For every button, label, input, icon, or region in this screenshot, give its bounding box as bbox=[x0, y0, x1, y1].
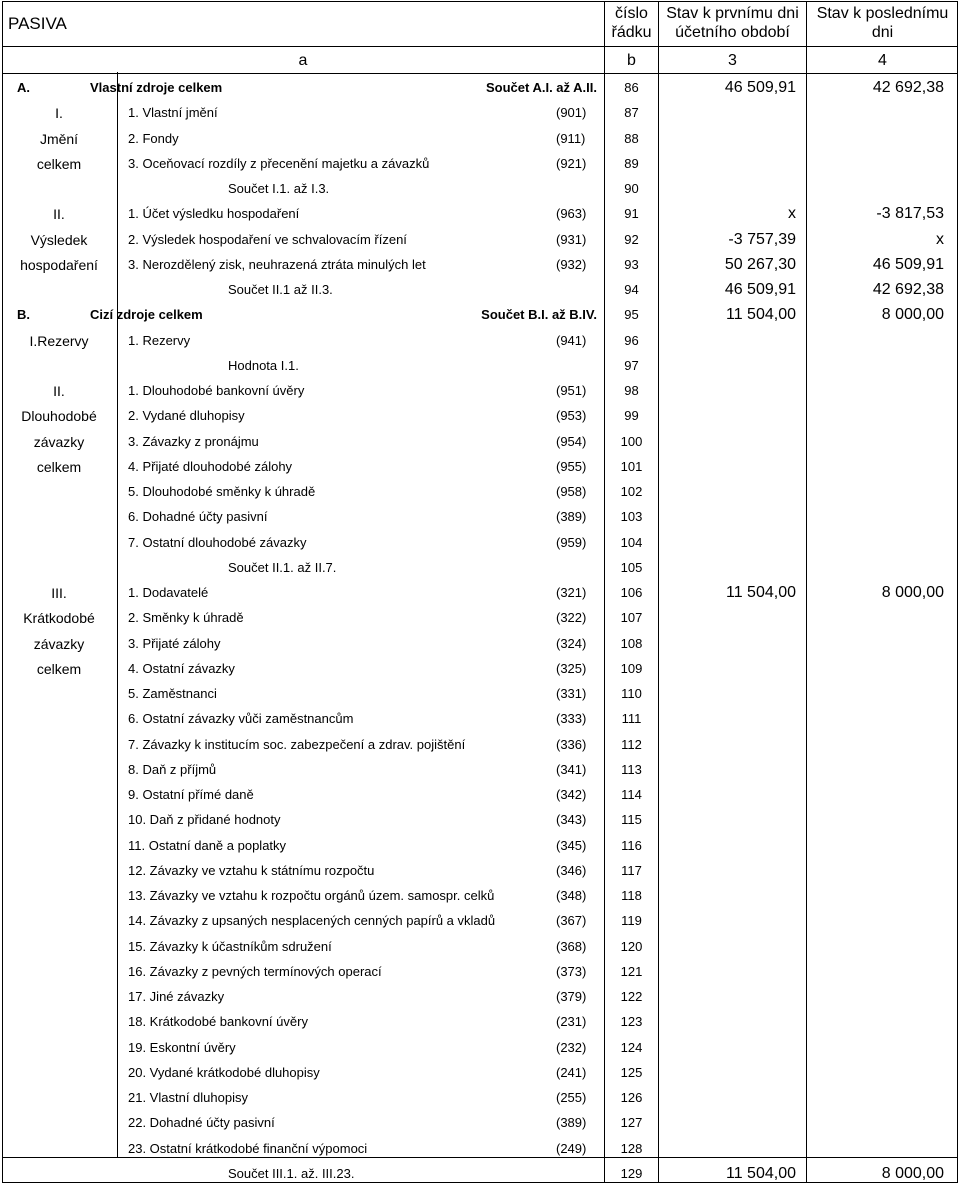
account-code: (373) bbox=[556, 964, 587, 979]
row-label: 20. Vydané krátkodobé dluhopisy bbox=[128, 1065, 320, 1080]
account-code: (921) bbox=[556, 156, 587, 171]
row-label: 2. Fondy bbox=[128, 131, 179, 146]
header-first-day-2: účetního období bbox=[675, 24, 790, 41]
section-letter: B. bbox=[17, 307, 30, 322]
row-label: 10. Daň z přidané hodnoty bbox=[128, 812, 281, 827]
account-code: (932) bbox=[556, 257, 587, 272]
group-label: Výsledek bbox=[30, 232, 88, 248]
section-sum-label: Součet B.I. až B.IV. bbox=[481, 307, 597, 322]
account-code: (955) bbox=[556, 459, 587, 474]
line-number: 102 bbox=[620, 484, 643, 499]
row-label: 12. Závazky ve vztahu k státnímu rozpočtu bbox=[128, 863, 375, 878]
row-label: 3. Nerozdělený zisk, neuhrazená ztráta minulých let bbox=[128, 257, 426, 272]
group-label: celkem bbox=[36, 661, 82, 677]
line-number: 110 bbox=[621, 686, 642, 701]
account-code: (959) bbox=[556, 535, 587, 550]
account-code: (336) bbox=[556, 737, 587, 752]
line-number: 123 bbox=[620, 1014, 643, 1029]
line-number: 122 bbox=[620, 989, 643, 1004]
account-code: (345) bbox=[556, 838, 587, 853]
account-code: (324) bbox=[556, 636, 587, 651]
account-code: (342) bbox=[556, 787, 587, 802]
group-label: hospodaření bbox=[20, 257, 98, 273]
line-number: 93 bbox=[624, 257, 639, 272]
account-code: (379) bbox=[556, 989, 587, 1004]
group-label: Krátkodobé bbox=[23, 610, 95, 626]
account-code: (911) bbox=[556, 131, 586, 146]
row-label: 15. Závazky k účastníkům sdružení bbox=[128, 939, 332, 954]
subtotal-label: Hodnota I.1. bbox=[228, 358, 299, 373]
subheader-b: b bbox=[627, 52, 636, 69]
row-label: 21. Vlastní dluhopisy bbox=[128, 1090, 248, 1105]
group-label: závazky bbox=[33, 434, 85, 450]
row-label: 19. Eskontní úvěry bbox=[128, 1040, 236, 1055]
value-first-day: 11 504,00 bbox=[726, 1165, 796, 1182]
row-label: 3. Závazky z pronájmu bbox=[128, 434, 259, 449]
group-label: I. bbox=[55, 105, 63, 121]
line-number: 113 bbox=[621, 762, 642, 777]
divider bbox=[2, 46, 958, 47]
account-code: (322) bbox=[556, 610, 587, 625]
line-number: 100 bbox=[620, 434, 643, 449]
header-first-day-1: Stav k prvnímu dni bbox=[666, 5, 799, 22]
subtotal-label: Součet III.1. až. III.23. bbox=[228, 1166, 355, 1181]
value-last-day: 8 000,00 bbox=[881, 306, 944, 323]
row-label: 4. Přijaté dlouhodobé zálohy bbox=[128, 459, 293, 474]
account-code: (321) bbox=[556, 585, 587, 600]
line-number: 107 bbox=[620, 610, 643, 625]
row-label: 11. Ostatní daně a poplatky bbox=[128, 838, 287, 853]
line-number: 112 bbox=[621, 737, 642, 752]
account-code: (231) bbox=[556, 1014, 587, 1029]
line-number: 92 bbox=[624, 232, 639, 247]
group-label: II. bbox=[53, 383, 65, 399]
row-label: 13. Závazky ve vztahu k rozpočtu orgánů územ. samospr. celků bbox=[128, 888, 495, 903]
line-number: 118 bbox=[621, 888, 642, 903]
account-code: (951) bbox=[556, 383, 587, 398]
line-number: 104 bbox=[620, 535, 643, 550]
subtotal-label: Součet II.1. až II.7. bbox=[228, 560, 337, 575]
page-title: PASIVA bbox=[8, 14, 67, 33]
value-last-day: 42 692,38 bbox=[872, 281, 944, 298]
account-code: (341) bbox=[556, 762, 587, 777]
line-number: 125 bbox=[620, 1065, 643, 1080]
line-number: 119 bbox=[621, 913, 642, 928]
row-label: 6. Dohadné účty pasivní bbox=[128, 509, 268, 524]
line-number: 101 bbox=[620, 459, 643, 474]
row-label: 5. Dlouhodobé směnky k úhradě bbox=[128, 484, 316, 499]
line-number: 89 bbox=[624, 156, 639, 171]
group-label: celkem bbox=[36, 459, 82, 475]
account-code: (931) bbox=[556, 232, 587, 247]
line-number: 91 bbox=[624, 206, 639, 221]
row-label: 8. Daň z příjmů bbox=[128, 762, 217, 777]
line-number: 95 bbox=[624, 307, 639, 322]
account-code: (249) bbox=[556, 1141, 587, 1156]
row-label: 22. Dohadné účty pasivní bbox=[128, 1115, 275, 1130]
divider bbox=[2, 73, 958, 74]
row-label: 7. Ostatní dlouhodobé závazky bbox=[128, 535, 307, 550]
value-last-day: -3 817,53 bbox=[876, 205, 944, 222]
value-first-day: -3 757,39 bbox=[728, 231, 796, 248]
header-line-number-1: číslo bbox=[615, 5, 648, 22]
group-label: II. bbox=[53, 206, 65, 222]
row-label: 1. Vlastní jmění bbox=[128, 105, 218, 120]
row-label: 1. Rezervy bbox=[128, 333, 191, 348]
section-title: Cizí zdroje celkem bbox=[90, 307, 203, 322]
account-code: (232) bbox=[556, 1040, 587, 1055]
row-label: 1. Účet výsledku hospodaření bbox=[128, 206, 300, 221]
value-first-day: x bbox=[788, 205, 796, 222]
line-number: 116 bbox=[621, 838, 642, 853]
line-number: 114 bbox=[621, 787, 642, 802]
line-number: 111 bbox=[621, 711, 642, 726]
account-code: (389) bbox=[556, 509, 587, 524]
row-label: 5. Zaměstnanci bbox=[128, 686, 217, 701]
value-last-day: 8 000,00 bbox=[881, 584, 944, 601]
subtotal-label: Součet I.1. až I.3. bbox=[228, 181, 330, 196]
line-number: 90 bbox=[624, 181, 639, 196]
row-label: 3. Oceňovací rozdíly z přecenění majetku a závazků bbox=[128, 156, 430, 171]
subheader-a: a bbox=[298, 52, 308, 69]
account-code: (389) bbox=[556, 1115, 587, 1130]
line-number: 121 bbox=[620, 964, 643, 979]
group-label: III. bbox=[51, 585, 67, 601]
line-number: 127 bbox=[620, 1115, 643, 1130]
line-number: 87 bbox=[624, 105, 639, 120]
line-number: 99 bbox=[624, 408, 639, 423]
value-last-day: x bbox=[936, 231, 944, 248]
account-code: (325) bbox=[556, 661, 587, 676]
value-first-day: 11 504,00 bbox=[726, 584, 796, 601]
value-last-day: 8 000,00 bbox=[881, 1165, 944, 1182]
row-label: 6. Ostatní závazky vůči zaměstnancům bbox=[128, 711, 354, 726]
line-number: 115 bbox=[621, 812, 642, 827]
line-number: 96 bbox=[624, 333, 639, 348]
section-title: Vlastní zdroje celkem bbox=[90, 80, 223, 95]
row-label: 4. Ostatní závazky bbox=[128, 661, 235, 676]
account-code: (901) bbox=[556, 105, 587, 120]
row-label: 16. Závazky z pevných termínových operací bbox=[128, 964, 382, 979]
group-label: I.Rezervy bbox=[29, 333, 89, 349]
row-label: 2. Směnky k úhradě bbox=[128, 610, 244, 625]
divider bbox=[2, 1157, 958, 1158]
subheader-4: 4 bbox=[878, 52, 887, 69]
value-first-day: 50 267,30 bbox=[724, 256, 796, 273]
row-label: 2. Výsledek hospodaření ve schvalovacím řízení bbox=[128, 232, 407, 247]
group-label: Dlouhodobé bbox=[21, 408, 97, 424]
group-label: závazky bbox=[33, 636, 85, 652]
account-code: (368) bbox=[556, 939, 587, 954]
line-number: 98 bbox=[624, 383, 639, 398]
account-code: (343) bbox=[556, 812, 587, 827]
divider bbox=[117, 72, 118, 1157]
line-number: 120 bbox=[620, 939, 643, 954]
row-label: 14. Závazky z upsaných nesplacených cenných papírů a vkladů bbox=[128, 913, 496, 928]
value-first-day: 11 504,00 bbox=[726, 306, 796, 323]
value-last-day: 46 509,91 bbox=[872, 256, 944, 273]
account-code: (953) bbox=[556, 408, 587, 423]
line-number: 129 bbox=[620, 1166, 643, 1181]
section-letter: A. bbox=[17, 80, 30, 95]
account-code: (331) bbox=[556, 686, 587, 701]
line-number: 126 bbox=[620, 1090, 643, 1105]
account-code: (954) bbox=[556, 434, 587, 449]
header-line-number-2: řádku bbox=[611, 24, 652, 41]
line-number: 108 bbox=[620, 636, 643, 651]
row-label: 1. Dodavatelé bbox=[128, 585, 209, 600]
value-last-day: 42 692,38 bbox=[872, 79, 944, 96]
group-label: celkem bbox=[36, 156, 82, 172]
header-last-day-1: Stav k poslednímu bbox=[816, 5, 949, 22]
row-label: 1. Dlouhodobé bankovní úvěry bbox=[128, 383, 305, 398]
account-code: (255) bbox=[556, 1090, 587, 1105]
line-number: 97 bbox=[624, 358, 639, 373]
line-number: 103 bbox=[620, 509, 643, 524]
value-first-day: 46 509,91 bbox=[724, 281, 796, 298]
account-code: (941) bbox=[556, 333, 587, 348]
row-label: 17. Jiné závazky bbox=[128, 989, 225, 1004]
subtotal-label: Součet II.1 až II.3. bbox=[228, 282, 333, 297]
account-code: (348) bbox=[556, 888, 587, 903]
row-label: 7. Závazky k institucím soc. zabezpečení a zdrav. pojištění bbox=[128, 737, 466, 752]
header-last-day-2: dni bbox=[871, 24, 894, 41]
line-number: 128 bbox=[620, 1141, 643, 1156]
row-label: 3. Přijaté zálohy bbox=[128, 636, 221, 651]
account-code: (963) bbox=[556, 206, 587, 221]
line-number: 106 bbox=[620, 585, 643, 600]
row-label: 18. Krátkodobé bankovní úvěry bbox=[128, 1014, 308, 1029]
line-number: 88 bbox=[624, 131, 639, 146]
row-label: 23. Ostatní krátkodobé finanční výpomoci bbox=[128, 1141, 368, 1156]
account-code: (241) bbox=[556, 1065, 587, 1080]
line-number: 117 bbox=[621, 863, 642, 878]
line-number: 109 bbox=[620, 661, 643, 676]
line-number: 94 bbox=[624, 282, 639, 297]
account-code: (346) bbox=[556, 863, 587, 878]
account-code: (333) bbox=[556, 711, 587, 726]
account-code: (367) bbox=[556, 913, 587, 928]
line-number: 124 bbox=[620, 1040, 643, 1055]
subheader-3: 3 bbox=[728, 52, 737, 69]
line-number: 105 bbox=[620, 560, 643, 575]
group-label: Jmění bbox=[39, 131, 79, 147]
line-number: 86 bbox=[624, 80, 639, 95]
section-sum-label: Součet A.I. až A.II. bbox=[485, 80, 597, 95]
value-first-day: 46 509,91 bbox=[724, 79, 796, 96]
row-label: 9. Ostatní přímé daně bbox=[128, 787, 254, 802]
row-label: 2. Vydané dluhopisy bbox=[128, 408, 245, 423]
account-code: (958) bbox=[556, 484, 587, 499]
